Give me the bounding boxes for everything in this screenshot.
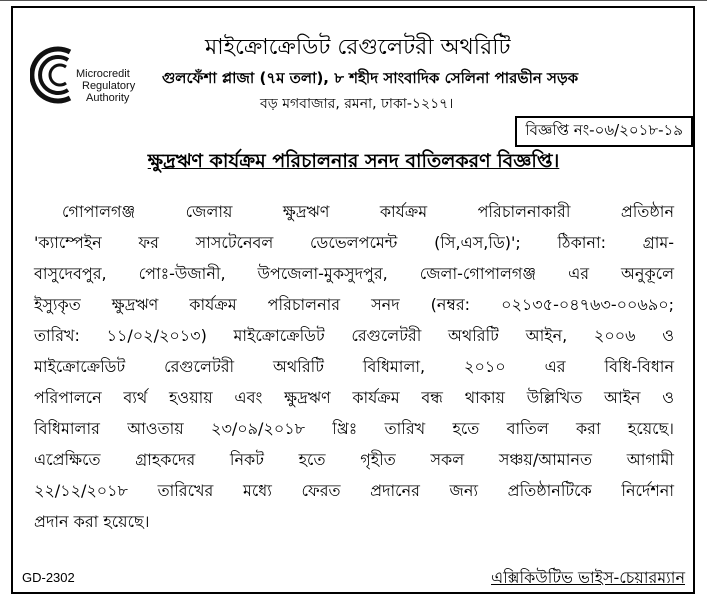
signatory-title: এক্সিকিউটিভ ভাইস-চেয়ারম্যান [491,568,685,587]
logo-text-line2: Regulatory [82,80,136,92]
body-line: বিধিমালার আওতায় ২৩/০৯/২০১৮ খ্রিঃ তারিখ হতে বাতিল করা হয়েছে। [34,419,674,438]
address-line-2: বড় মগবাজার, রমনা, ঢাকা-১২১৭। [260,96,454,112]
body-line: 'ক্যাম্পেইন ফর সাসটেনেবল ডেভেলপমেন্ট (সি,এস,ডি)'; ঠিকানা: গ্রাম- [34,233,674,252]
notice-title: ক্ষুদ্রঋণ কার্যক্রম পরিচালনার সনদ বাতিলকরণ বিজ্ঞপ্তি। [147,150,560,172]
logo-arcs-icon [30,44,80,106]
body-line: তারিখ: ১১/০২/২০১৩) মাইক্রোক্রেডিট রেগুলেটরী অথরিটি আইন, ২০০৬ ও [34,326,674,345]
notice-body [34,196,674,537]
body-line: গোপালগঞ্জ জেলায় ক্ষুদ্রঋণ কার্যক্রম পরিচালনাকারী প্রতিষ্ঠান [62,202,674,221]
mra-logo [30,40,150,120]
body-line: ইস্যুকৃত ক্ষুদ্রঋণ কার্যক্রম পরিচালনার সনদ (নম্বর: ০২১৩৫-০৪৭৬৩-০০৬৯০; [34,295,674,314]
body-line: এপ্রেক্ষিতে গ্রাহকদের নিকট হতে গৃহীত সকল সঞ্চয়/আমানত আগামী [34,450,674,469]
logo-text-line3: Authority [86,92,130,104]
address-line-1: গুলফেঁশা প্লাজা (৭ম তলা), ৮ শহীদ সাংবাদিক সেলিনা পারভীন সড়ক [162,69,579,87]
notice-number-badge: বিজ্ঞপ্তি নং-০৬/২০১৮-১৯ [515,116,693,147]
body-line: মাইক্রোক্রেডিট রেগুলেটরী অথরিটি বিধিমালা, ২০১০ এর বিধি-বিধান [34,357,674,376]
body-line: ২২/১২/২০১৮ তারিখের মধ্যে ফেরত প্রদানের জন্য প্রতিষ্ঠানটিকে নির্দেশনা [34,481,674,500]
logo-text-line1: Microcredit [76,68,130,80]
top-rule [0,0,707,5]
body-line: পরিপালনে ব্যর্থ হওয়ায় এবং ক্ষুদ্রঋণ কার্যক্রম বন্ধ থাকায় উল্লিখিত আইন ও [34,388,674,407]
document-code: GD-2302 [22,570,75,585]
body-line: বাসুদেবপুর, পোঃ-উজানী, উপজেলা-মুকসুদপুর, জেলা-গোপালগঞ্জ এর অনুকূলে [34,264,674,283]
organization-name: মাইক্রোক্রেডিট রেগুলেটরী অথরিটি [205,35,511,60]
body-line: প্রদান করা হয়েছে। [34,512,150,531]
